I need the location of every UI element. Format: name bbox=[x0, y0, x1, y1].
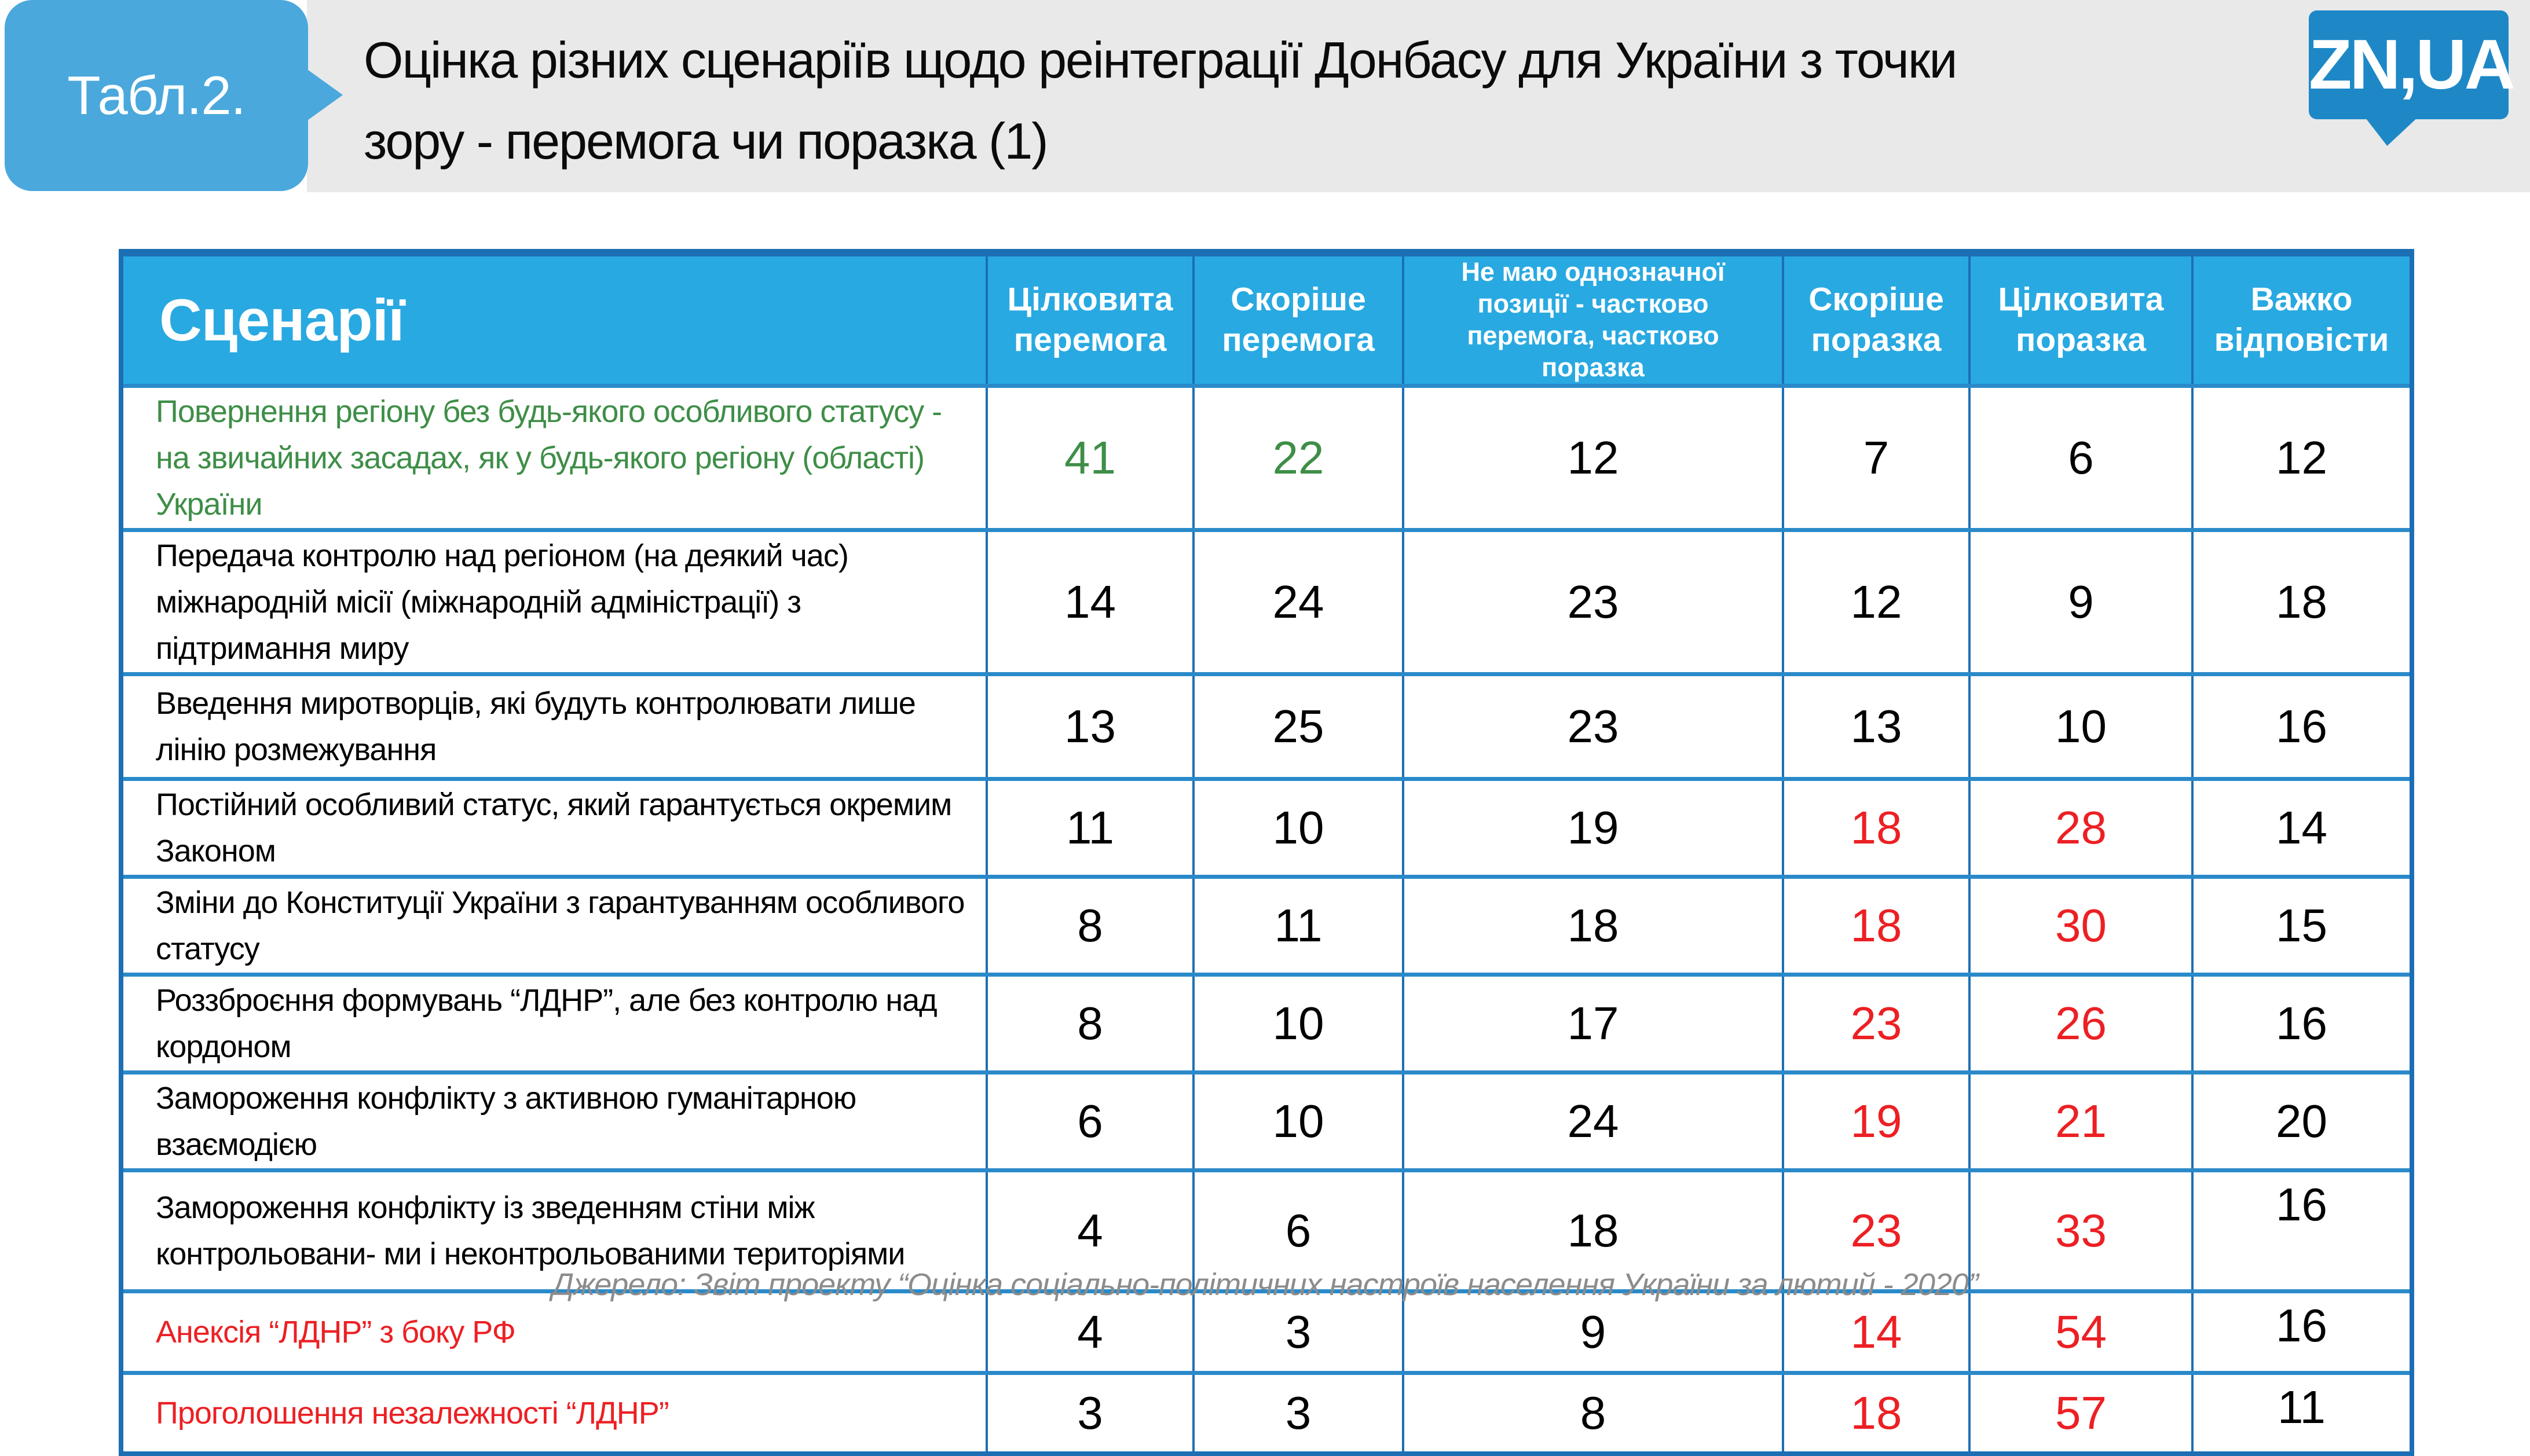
value-cell: 6 bbox=[987, 1072, 1193, 1170]
table-row bbox=[121, 674, 2412, 779]
value-cell: 10 bbox=[1193, 1072, 1403, 1170]
value-cell: 12 bbox=[1783, 530, 1969, 674]
value-cell: 41 bbox=[987, 386, 1193, 530]
value-cell: 13 bbox=[1783, 674, 1969, 779]
value-cell: 14 bbox=[1783, 1291, 1969, 1373]
value-cell: 25 bbox=[1193, 674, 1403, 779]
value-cell: 18 bbox=[1403, 1170, 1783, 1291]
value-cell: 23 bbox=[1403, 530, 1783, 674]
scenario-cell: Замороження конфлікту з активною гуманітарною взаємодією bbox=[121, 1072, 987, 1170]
value-cell: 6 bbox=[1969, 386, 2192, 530]
value-cell: 14 bbox=[2192, 779, 2412, 876]
table-row bbox=[121, 530, 2412, 674]
scenario-cell: Повернення регіону без будь-якого особливого статусу - на звичайних засадах, як у будь-якого регіону (області) України bbox=[121, 386, 987, 530]
value-cell: 12 bbox=[2192, 386, 2412, 530]
value-cell: 24 bbox=[1193, 530, 1403, 674]
scenario-cell: Передача контролю над регіоном (на деякий час) міжнародній місії (міжнародній адміністрації) з підтримання миру bbox=[121, 530, 987, 674]
value-cell: 19 bbox=[1783, 1072, 1969, 1170]
value-cell: 3 bbox=[1193, 1291, 1403, 1373]
value-cell: 9 bbox=[1969, 530, 2192, 674]
column-header-scenarios: Сценарії bbox=[121, 253, 987, 386]
value-cell: 23 bbox=[1783, 1170, 1969, 1291]
value-cell: 33 bbox=[1969, 1170, 2192, 1291]
table-row bbox=[121, 974, 2412, 1072]
scenario-cell: Анексія “ЛДНР” з боку РФ bbox=[121, 1291, 987, 1373]
value-cell: 13 bbox=[987, 674, 1193, 779]
value-cell: 8 bbox=[1403, 1373, 1783, 1454]
value-cell: 18 bbox=[1403, 876, 1783, 974]
scenario-cell: Зміни до Конституції України з гарантуванням особливого статусу bbox=[121, 876, 987, 974]
scenario-cell: Введення миротворців, які будуть контролювати лише лінію розмежування bbox=[121, 674, 987, 779]
page-title-line2: зору - перемога чи поразка (1) bbox=[364, 112, 1048, 170]
value-cell: 3 bbox=[987, 1373, 1193, 1454]
scenario-cell: Замороження конфлікту із зведенням стіни між контрольовани- ми і неконтрольованими територіями bbox=[121, 1170, 987, 1291]
value-cell: 15 bbox=[2192, 876, 2412, 974]
page-title bbox=[364, 20, 2188, 182]
scenario-cell: Постійний особливий статус, який гарантується окремим Законом bbox=[121, 779, 987, 876]
table-row bbox=[121, 386, 2412, 530]
value-cell: 30 bbox=[1969, 876, 2192, 974]
page-title-line1: Оцінка різних сценаріїв щодо реінтеграції Донбасу для України з точки bbox=[364, 31, 1957, 89]
table-header-row bbox=[121, 253, 2412, 386]
value-cell: 4 bbox=[987, 1291, 1193, 1373]
value-cell: 8 bbox=[987, 974, 1193, 1072]
value-cell: 18 bbox=[1783, 876, 1969, 974]
value-cell: 28 bbox=[1969, 779, 2192, 876]
column-header-full-defeat: Цілковита поразка bbox=[1969, 253, 2192, 386]
value-cell: 23 bbox=[1783, 974, 1969, 1072]
column-header-no-clear-position: Не маю однозначної позиції - частково перемога, частково поразка bbox=[1403, 253, 1783, 386]
value-cell: 16 bbox=[2192, 1170, 2412, 1291]
value-cell: 57 bbox=[1969, 1373, 2192, 1454]
value-cell: 9 bbox=[1403, 1291, 1783, 1373]
column-header-rather-victory: Скоріше перемога bbox=[1193, 253, 1403, 386]
table-row bbox=[121, 876, 2412, 974]
value-cell: 16 bbox=[2192, 674, 2412, 779]
value-cell: 16 bbox=[2192, 1291, 2412, 1373]
value-cell: 54 bbox=[1969, 1291, 2192, 1373]
value-cell: 16 bbox=[2192, 974, 2412, 1072]
value-cell: 10 bbox=[1193, 974, 1403, 1072]
value-cell: 14 bbox=[987, 530, 1193, 674]
value-cell: 10 bbox=[1969, 674, 2192, 779]
value-cell: 3 bbox=[1193, 1373, 1403, 1454]
table-number-badge: Табл.2. bbox=[5, 0, 308, 191]
table-row bbox=[121, 1291, 2412, 1373]
column-header-full-victory: Цілковита перемога bbox=[987, 253, 1193, 386]
value-cell: 11 bbox=[1193, 876, 1403, 974]
table-row bbox=[121, 1072, 2412, 1170]
value-cell: 21 bbox=[1969, 1072, 2192, 1170]
value-cell: 17 bbox=[1403, 974, 1783, 1072]
value-cell: 7 bbox=[1783, 386, 1969, 530]
source-note: Джерело: Звіт проекту “Оцінка соціально-політичних настроїв населення України за лютий - 2020” bbox=[552, 1267, 1978, 1302]
value-cell: 10 bbox=[1193, 779, 1403, 876]
value-cell: 20 bbox=[2192, 1072, 2412, 1170]
value-cell: 18 bbox=[1783, 779, 1969, 876]
value-cell: 4 bbox=[987, 1170, 1193, 1291]
table-row bbox=[121, 1373, 2412, 1454]
value-cell: 11 bbox=[2192, 1373, 2412, 1454]
value-cell: 18 bbox=[2192, 530, 2412, 674]
value-cell: 6 bbox=[1193, 1170, 1403, 1291]
value-cell: 18 bbox=[1783, 1373, 1969, 1454]
column-header-rather-defeat: Скоріше поразка bbox=[1783, 253, 1969, 386]
value-cell: 24 bbox=[1403, 1072, 1783, 1170]
znua-logo: ZN,UA bbox=[2309, 10, 2509, 119]
value-cell: 19 bbox=[1403, 779, 1783, 876]
scenario-cell: Проголошення незалежності “ЛДНР” bbox=[121, 1373, 987, 1454]
value-cell: 11 bbox=[987, 779, 1193, 876]
value-cell: 23 bbox=[1403, 674, 1783, 779]
badge-arrow-tip bbox=[306, 68, 343, 122]
value-cell: 8 bbox=[987, 876, 1193, 974]
value-cell: 26 bbox=[1969, 974, 2192, 1072]
value-cell: 12 bbox=[1403, 386, 1783, 530]
column-header-hard-to-answer: Важко відповісти bbox=[2192, 253, 2412, 386]
scenario-cell: Роззброєння формувань “ЛДНР”, але без контролю над кордоном bbox=[121, 974, 987, 1072]
table-row bbox=[121, 779, 2412, 876]
value-cell: 22 bbox=[1193, 386, 1403, 530]
